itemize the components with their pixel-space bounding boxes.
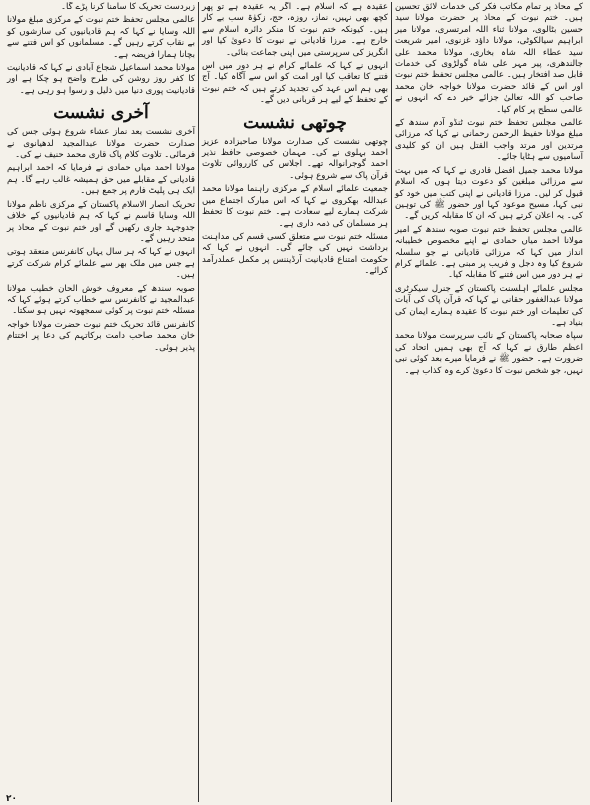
paragraph: تحریک انصار الاسلام پاکستان کے مرکزی ناظم مولانا اللہ وسایا قاسم نے کہا کہ ہم قادیانیوں کے خلاف جدوجہد جاری رکھیں گے اور ختم نبوت کے محاذ پر متحد رہیں گے۔ — [6, 199, 195, 244]
paragraph: عالمی مجلس تحفظ ختم نبوت ٹنڈو آدم سندھ کے مبلغ مولانا حفیظ الرحمن رحمانی نے کہا کہ مرزائی مرتدین اور مرتد واجب القتل ہیں ان کو کلیدی آسامیوں سے ہٹایا جائے۔ — [395, 118, 583, 163]
paragraph: عالمی مجلس تحفظ ختم نبوت صوبہ سندھ کے امیر مولانا احمد میاں حمادی نے اپنے مخصوص خطیبانہ انداز میں کہا کہ مرزائی قادیانی نے جو سلسلہ شروع کیا وہ دجل و فریب پر مبنی ہے۔ علمائے کرام نے ہر دور میں اس فتنے کا مقابلہ کیا۔ — [395, 224, 583, 281]
middle-column — [198, 2, 392, 802]
columns — [4, 2, 586, 802]
paragraph: مسئلہ ختم نبوت سے متعلق کسی قسم کی مداہنت برداشت نہیں کی جائے گی۔ انہوں نے کہا کہ حکومت امتناع قادیانیت آرڈیننس پر مکمل عملدرآمد کرائے۔ — [201, 231, 388, 277]
paragraph: جمعیت علمائے اسلام کے مرکزی راہنما مولانا محمد عبداللہ بھکروی نے کہا کہ اس مبارک اجتماع میں شرکت ہمارے لیے سعادت ہے۔ ختم نبوت کا تحفظ ہر مسلمان کی ذمہ داری ہے۔ — [201, 184, 388, 229]
paragraph: کانفرنس قائد تحریک ختم نبوت حضرت مولانا خواجہ خان محمد صاحب دامت برکاتہم کی دعا پر اختتام پذیر ہوئی۔ — [6, 319, 195, 353]
paragraph: زبردست تحریک کا سامنا کرنا پڑے گا۔ — [60, 2, 195, 12]
paragraph: انہوں نے کہا کہ ہر سال یہاں کانفرنس منعقد ہوتی ہے جس میں ملک بھر سے علمائے کرام شرکت کرتے ہیں۔ — [6, 247, 195, 281]
paragraph: صوبہ سندھ کے معروف خوش الحان خطیب مولانا عبدالمجید نے کانفرنس سے خطاب کرتے ہوئے کہا کہ مسئلہ ختم نبوت پر کوئی سمجھوتہ نہیں ہو سکتا۔ — [6, 283, 195, 317]
paragraph: چوتھی نشست کی صدارت مولانا صاحبزادہ عزیز احمد بہلوی نے کی۔ مہمان خصوصی حافظ نذیر احمد گوجرانوالہ تھے۔ اجلاس کی کارروائی تلاوت قرآن پاک سے شروع ہوئی۔ — [201, 136, 388, 181]
paragraph: آخری نشست بعد نماز عشاء شروع ہوئی جس کی صدارت حضرت مولانا عبدالمجید لدھیانوی نے فرمائی۔ تلاوت کلام پاک قاری محمد حنیف نے کی۔ — [6, 127, 195, 161]
paragraph: عالمی مجلس تحفظ ختم نبوت کے مرکزی مبلغ مولانا اللہ وسایا نے کہا کہ ہم قادیانیوں کی سازشوں کو بے نقاب کرتے رہیں گے۔ مسلمانوں کو اس فتنے سے بچانا ہمارا فریضہ ہے۔ — [6, 15, 195, 60]
paragraph: کے محاذ پر تمام مکاتب فکر کی خدمات لائق تحسین ہیں۔ ختم نبوت کے محاذ پر حضرت مولانا سید حسین بٹالوی، مولانا ثناء اللہ امرتسری، مولانا میر ابراہیم سیالکوٹی، مولانا داؤد غزنوی، امیر شریعت سید عطاء اللہ شاہ بخاری، مولانا محمد علی جالندھری، پیر مہر علی شاہ گولڑوی کی خدمات قابل صد افتخار ہیں۔ عالمی مجلس تحفظ ختم نبوت اور اس کے قائد حضرت مولانا خواجہ خان محمد صاحب کو اللہ تعالیٰ جزائے خیر دے کہ انہوں نے عالمی سطح پر کام کیا۔ — [395, 2, 583, 115]
page-number: ۲۰ — [6, 794, 17, 804]
paragraph: انہوں نے کہا کہ علمائے کرام نے ہر دور میں اس فتنے کا تعاقب کیا اور امت کو اس سے آگاہ کیا۔ آج بھی ہم اس عہد کی تجدید کرتے ہیں کہ ختم نبوت کے تحفظ کے لیے ہر قربانی دیں گے۔ — [201, 61, 388, 106]
section-heading-last-session: آخری نشست — [53, 103, 149, 124]
right-column — [392, 2, 586, 802]
paragraph: مولانا محمد جمیل افضل قادری نے کہا کہ میں بہت سے مرزائی مبلغین کو دعوت دیتا ہوں کہ اسلام قبول کر لیں۔ مرزا قادیانی نے اپنی کتب میں خود کو نبی کہا، مسیح موعود کہا اور حضور ﷺ کی توہین کی۔ یہ اعلان کرتے ہیں کہ ان کا مقابلہ کریں گے۔ — [395, 165, 583, 222]
paragraph: مولانا محمد اسماعیل شجاع آبادی نے کہا کہ قادیانیت کا کفر روز روشن کی طرح واضح ہو چکا ہے اور قادیانیت پوری دنیا میں ذلیل و رسوا ہو رہی ہے۔ — [6, 63, 195, 96]
left-column — [4, 2, 198, 802]
paragraph: مولانا احمد میاں حمادی نے فرمایا کہ احمد ابراہیم قادیانی کے مقابلے میں حق ہمیشہ غالب رہے گا۔ ہم ایک ہی پلیٹ فارم پر جمع ہیں۔ — [6, 163, 195, 197]
paragraph: سپاہ صحابہ پاکستان کے نائب سرپرست مولانا محمد اعظم طارق نے کہا کہ آج بھی ہمیں اتحاد کی ضرورت ہے۔ حضور ﷺ نے فرمایا میرے بعد کوئی نبی نہیں، جو شخص نبوت کا دعویٰ کرے وہ کذاب ہے۔ — [395, 331, 583, 376]
paragraph: مجلس علمائے اہلسنت پاکستان کے جنرل سیکرٹری مولانا عبدالغفور حقانی نے کہا کہ قرآن پاک کی آیات کی تعلیمات اور ختم نبوت کا عقیدہ ہمارے ایمان کی بنیاد ہے۔ — [395, 283, 583, 328]
paragraph: عقیدہ ہے کہ اسلام ہے۔ اگر یہ عقیدہ ہے تو پھر کچھ بھی نہیں، نماز، روزہ، حج، زکوٰۃ سب بے کار ہیں۔ کیونکہ ختم نبوت کا منکر دائرہ اسلام سے خارج ہے۔ مرزا قادیانی نے نبوت کا دعویٰ کیا اور انگریز کی سرپرستی میں اپنی جماعت بنائی۔ — [201, 2, 388, 58]
section-heading-fourth-session: چوتھی نشست — [243, 112, 347, 133]
